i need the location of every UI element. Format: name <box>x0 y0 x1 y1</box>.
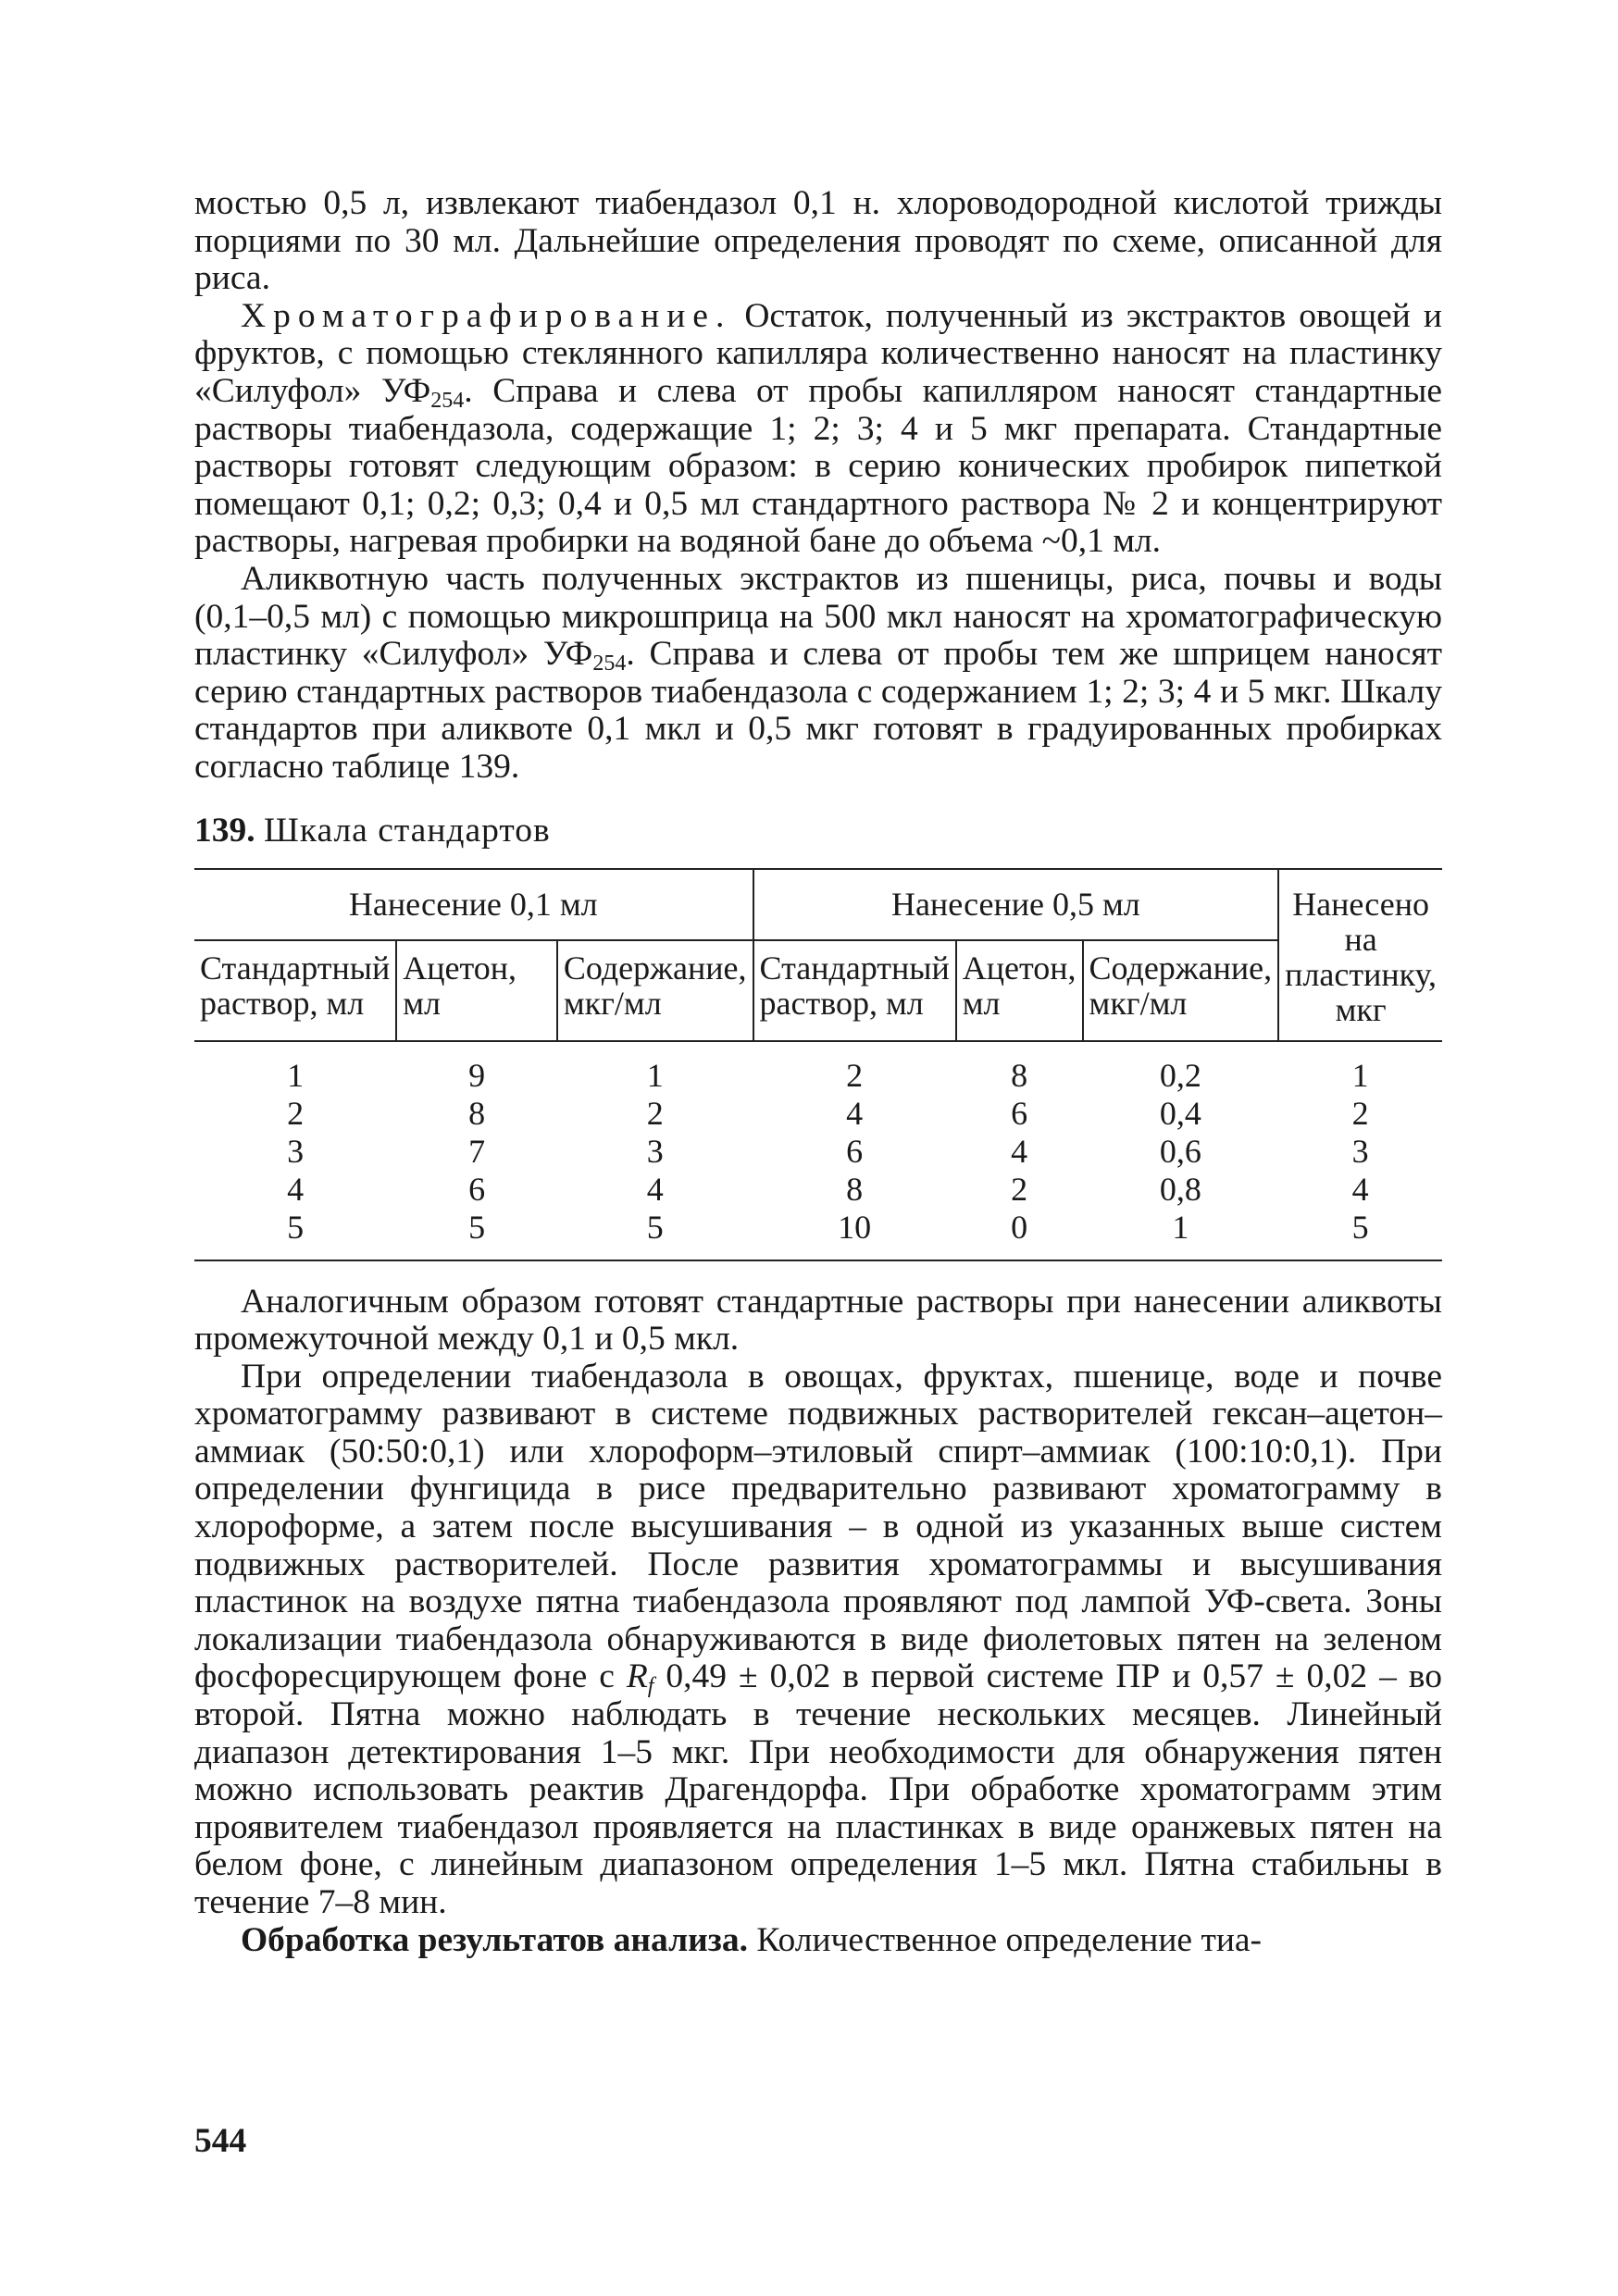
table-cell: 2 <box>1011 1170 1028 1208</box>
rf-subscript: f <box>647 1674 654 1699</box>
page-number: 544 <box>194 2122 247 2160</box>
table-cell: 9 <box>468 1056 486 1094</box>
table-caption <box>194 813 1442 850</box>
table-cell: 0,4 <box>1159 1094 1201 1132</box>
paragraph-results <box>194 1922 1442 1960</box>
table-cell: 4 <box>846 1094 864 1132</box>
header-applied-total: Нанесено на пластинку, мкг <box>1278 869 1442 1041</box>
table-cell: 6 <box>846 1132 864 1170</box>
table-cell: 2 <box>646 1094 664 1132</box>
chromatography-text-b: . Справа и слева от пробы капилляром наносят стандартные растворы тиабендазола, содержащие 1; 2; 3; 4 и 5 мкг препарата. Стандартные растворы готовят следующим образом: в серию конических пробирок пипеткой помещают 0,1; 0,2; 0,3; 0,4 и 0,5 мл стандартного раствора № 2 и концентрируют растворы, нагревая пробирки на водяной бане до объема ~0,1 мл. <box>194 371 1442 561</box>
col-header-acetone-1: Ацетон, мл <box>396 940 557 1040</box>
paragraph-1 <box>194 185 1442 298</box>
table-cell: 1 <box>646 1056 664 1094</box>
col-header-content-1: Содержание, мкг/мл <box>557 940 753 1040</box>
chromatography-text-a: Остаток, полученный из экстрактов овощей и фруктов, с помощью стеклянного капилляра количественно наносят на пластинку «Силуфол» УФ <box>194 296 1442 410</box>
table-row <box>194 1133 1442 1171</box>
col-header-acetone-2: Ацетон, мл <box>956 940 1083 1040</box>
results-text: Количественное определение тиа- <box>747 1920 1263 1959</box>
table-row <box>194 1171 1442 1209</box>
table-cell: 8 <box>846 1170 864 1208</box>
table-row <box>194 1095 1442 1133</box>
determination-text-a: При определении тиабендазола в овощах, фруктах, пшенице, воде и почве хроматограмму развивают в системе подвижных растворителей гексан–ацетон–аммиак (50:50:0,1) или хлороформ–этиловый спирт–аммиак (100:10:0,1). При определении фунгицида в рисе предварительно развивают хроматограмму в хлороформе, а затем после высушивания – в одной из указанных выше систем подвижных растворителей. После развития хроматограммы и высушивания пластинок на воздухе пятна тиабендазола проявляют под лампой УФ-света. Зоны локализации тиабендазола обнаруживаются в виде фиолетовых пятен на зеленом фосфоресцирующем фоне с <box>194 1357 1442 1696</box>
col-header-standard-2: Стандартный раствор, мл <box>753 940 956 1040</box>
aliquot-text-a: Аликвотную часть полученных экстрактов из пшеницы, риса, почвы и воды (0,1–0,5 мл) с помощью микрошприца на 500 мкл наносят на хроматографическую пластинку «Силуфол» УФ <box>194 559 1442 674</box>
uv-subscript-2: 254 <box>592 652 627 676</box>
standards-table <box>194 868 1442 1261</box>
group-header-0-1ml: Нанесение 0,1 мл <box>194 869 753 941</box>
table-cell: 4 <box>1351 1170 1369 1208</box>
table-cell: 4 <box>287 1170 305 1208</box>
col-header-content-2: Содержание, мкг/мл <box>1083 940 1279 1040</box>
analogous-text: Аналогичным образом готовят стандартные растворы при нанесении аликвоты промежуточной между 0,1 и 0,5 мкл. <box>194 1282 1442 1359</box>
table-cell: 10 <box>838 1208 872 1246</box>
table-number: 139. <box>194 811 255 850</box>
chromatography-heading: Хроматографирование. <box>241 296 732 335</box>
table-cell: 5 <box>1351 1208 1369 1246</box>
table-group-header-row <box>194 869 1442 941</box>
table-cell: 0,8 <box>1159 1170 1201 1208</box>
results-heading: Обработка результатов анализа. <box>241 1920 748 1959</box>
paragraph-determination <box>194 1359 1442 1922</box>
table-cell: 6 <box>468 1170 486 1208</box>
table-cell: 3 <box>646 1132 664 1170</box>
paragraph-1-text: мостью 0,5 л, извлекают тиабендазол 0,1 н. хлороводородной кислотой трижды порциями по 30 мл. Дальнейшие определения проводят по схеме, описанной для риса. <box>194 184 1442 298</box>
aliquot-text-b: . Справа и слева от пробы тем же шприцем наносят серию стандартных растворов тиабендазола с содержанием 1; 2; 3; 4 и 5 мкг. Шкалу стандартов при аликвоте 0,1 мкл и 0,5 мкг готовят в градуированных пробирках согласно таблице 139. <box>194 635 1442 786</box>
table-cell: 8 <box>1011 1056 1028 1094</box>
group-header-0-5ml: Нанесение 0,5 мл <box>753 869 1279 941</box>
table-cell: 1 <box>287 1056 305 1094</box>
table-cell: 5 <box>287 1208 305 1246</box>
table-cell: 2 <box>287 1094 305 1132</box>
table-cell: 3 <box>287 1132 305 1170</box>
table-cell: 1 <box>1172 1208 1189 1246</box>
table-cell: 0,2 <box>1159 1056 1201 1094</box>
col-header-standard-1: Стандартный раствор, мл <box>194 940 396 1040</box>
table-cell: 2 <box>846 1056 864 1094</box>
table-cell: 4 <box>1011 1132 1028 1170</box>
uv-subscript: 254 <box>430 388 465 413</box>
table-cell: 4 <box>646 1170 664 1208</box>
table-cell: 0,6 <box>1159 1132 1201 1170</box>
rf-symbol: R <box>626 1657 648 1696</box>
table-cell: 5 <box>468 1208 486 1246</box>
paragraph-aliquot <box>194 561 1442 787</box>
table-cell: 7 <box>468 1132 486 1170</box>
determination-text-b: 0,49 ± 0,02 в первой системе ПР и 0,57 ± 0,02 – во второй. Пятна можно наблюдать в течение нескольких месяцев. Линейный диапазон детектирования 1–5 мкг. При необходимости для обнаружения пятен можно использовать реактив Драгендорфа. При обработке хроматограмм этим проявителем тиабендазол проявляется на пластинках в виде оранжевых пятен на белом фоне, с линейным диапазоном определения 1–5 мкл. Пятна стабильны в течение 7–8 мин. <box>194 1657 1442 1921</box>
table-cell: 6 <box>1011 1094 1028 1132</box>
table-cell: 3 <box>1351 1132 1369 1170</box>
table-cell: 1 <box>1351 1056 1369 1094</box>
paragraph-chromatography <box>194 298 1442 561</box>
table-cell: 8 <box>468 1094 486 1132</box>
table-row <box>194 1209 1442 1260</box>
table-row <box>194 1041 1442 1095</box>
table-cell: 2 <box>1351 1094 1369 1132</box>
table-cell: 0 <box>1011 1208 1028 1246</box>
paragraph-analogous <box>194 1284 1442 1359</box>
table-cell: 5 <box>646 1208 664 1246</box>
table-column-header-row <box>194 940 1442 1040</box>
table-title: Шкала стандартов <box>264 811 551 850</box>
